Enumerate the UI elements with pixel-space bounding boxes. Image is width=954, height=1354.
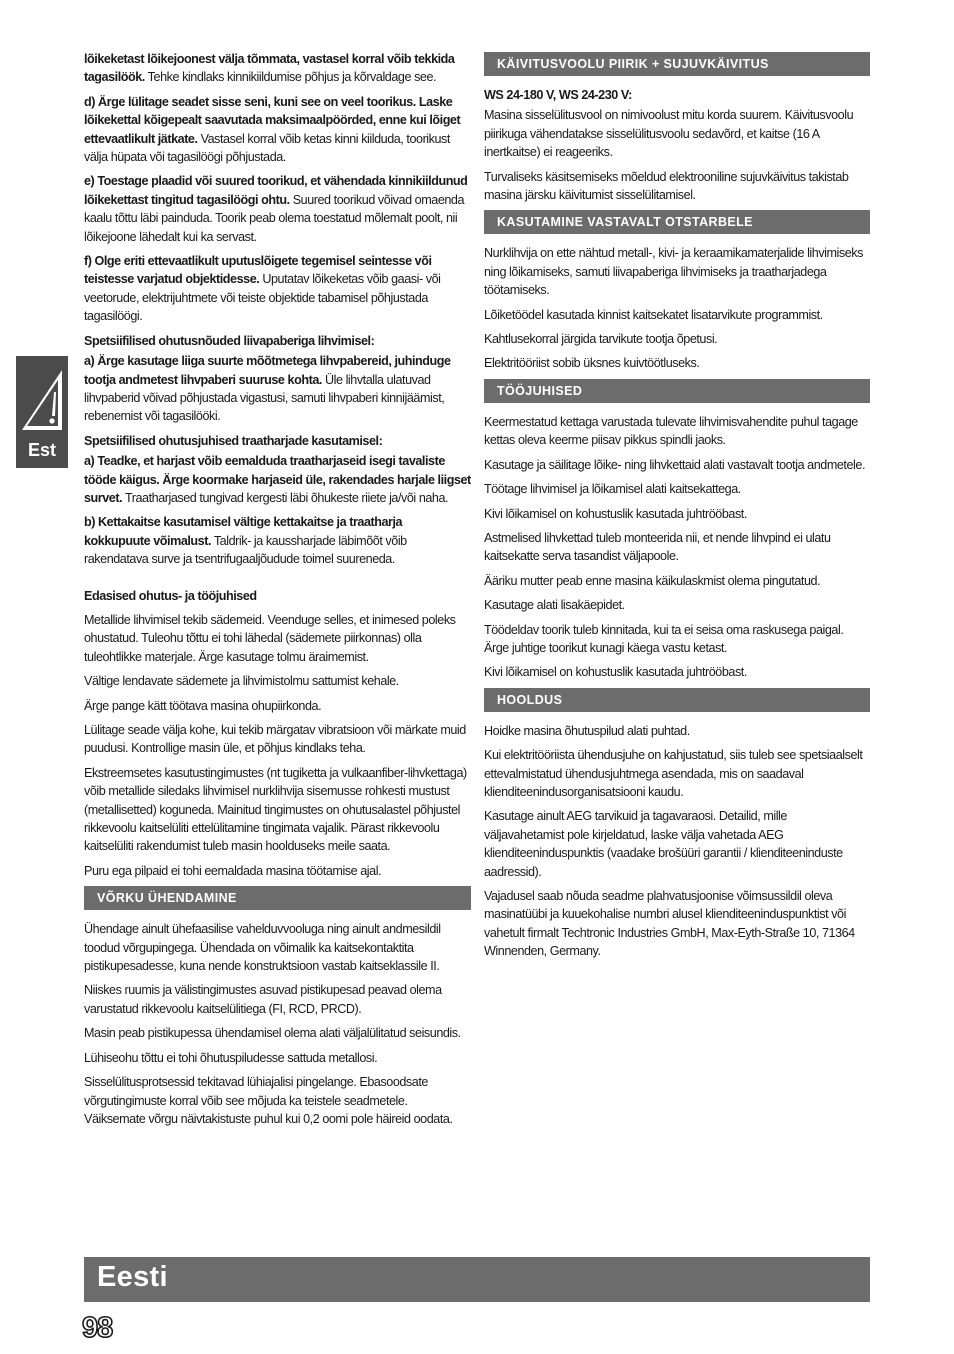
model-line: WS 24-180 V, WS 24-230 V: (484, 88, 632, 102)
paragraph: Kasutage ja säilitage lõike- ning lihvkettaid alati vastavalt tootja andmetele. (484, 457, 865, 472)
paragraph: Keermestatud kettaga varustada tulevate lihvimisvahendite puhul tagage kettas oleva keerme piisav pikkus spindli jaoks. (484, 414, 858, 448)
paragraph: Nurklihvija on ette nähtud metall-, kivi- ja keraamikamaterjalide lihvimiseks ning lõikamiseks, samuti liivapaberiga lihvimiseks ja traatharjadega töötamiseks. (484, 246, 864, 298)
paragraph: f) Olge eriti ettevaatlikult uputuslõigete tegemisel seintesse või teistesse varjatud objektidesse. Uputatav lõikeketas võib gaasi- või veetorude, elektrijuhtmete või teiste objektide tabamisel põhjustada tagasilöögi. (84, 254, 441, 324)
paragraph: e) Toestage plaadid või suured toorikud, et vähendada kinnikiildunud lõikekettast tingitud tagasilöögi ohtu. Suured toorikud võivad omaenda kaalu tõttu läbi painduda. Toorik peab olema toestatud mõlemalt poolt, nii lõikejoone lähedalt kui ka servast. (84, 174, 468, 244)
paragraph: Kui elektritööriista ühendusjuhe on kahjustatud, siis tuleb see spetsiaalselt ettevalmistatud ühendusjuhtmega asendada, mis on saadaval klienditeenindusorganisatsiooni kaudu. (484, 748, 863, 799)
paragraph: Vältige lendavate sädemete ja lihvimistolmu sattumist kehale. (84, 674, 399, 689)
subheading: Spetsiifilised ohutusjuhised traatharjade kasutamisel: (84, 433, 383, 448)
paragraph: Töötage lihvimisel ja lõikamisel alati kaitsekattega. (484, 482, 741, 497)
subheading: Edasised ohutus- ja tööjuhised (84, 588, 257, 603)
paragraph: Ärge pange kätt töötava masina ohupiirkonda. (84, 698, 322, 713)
paragraph: Sisselülitusprotsessid tekitavad lühiajalisi pingelange. Ebasoodsate võrgutingimuste korral võib see mõjuda ka teistele seadmetele. Väiksemate võrgu näivtakistuste puhul kui 0,2 oomi pole häireid oodata. (84, 1075, 453, 1126)
paragraph: Ekstreemsetes kasutustingimustes (nt tugiketta ja vulkaanfiber-lihvkettaga) võib metallide siledaks lihvimisel nurklihvija sisemusse rohkesti mustust (metallisetted) koguneda. Mainitud tingimustes on ohutusalastel põhjustel rikkevoolu kaitselüliti ettelülitamine tingimata vajalik. Pärast rikkevoolu kaitselüliti rakendumist tuleb masin hoolduseks meile saata. (84, 765, 467, 854)
section-heading-maintenance: HOOLDUS (484, 688, 870, 712)
paragraph: Lõiketöödel kasutada kinnist kaitsekatet lisatarvikute programmist. (484, 307, 823, 322)
paragraph: Masin peab pistikupessa ühendamisel olema alati väljalülitatud seisundis. (84, 1026, 461, 1041)
paragraph: Hoidke masina õhutuspilud alati puhtad. (484, 723, 690, 738)
footer-language-bar (84, 1257, 870, 1302)
paragraph: Elektritööriist sobib üksnes kuivtöötluseks. (484, 356, 700, 371)
paragraph: Vajadusel saab nõuda seadme plahvatusjoonise võimsussildil oleva masinatüübi ja kuuekohalise numbri alusel klienditeeninduspunktist või vahetult firmalt Techtronic Industries GmbH, Max-Eyth-Straße 10, 71364 Winnenden, Germany. (484, 889, 855, 959)
paragraph: d) Ärge lülitage seadet sisse seni, kuni see on veel toorikus. Laske lõikekettal kõigepealt saavutada maksimaalpöörded, enne kui lõiget ettevaatlikult jätkate. Vastasel korral võib ketas kinni kiilduda, toorikust välja hüpata või tagasilöögi põhjustada. (84, 94, 461, 165)
paragraph: Töödeldav toorik tuleb kinnitada, kui ta ei seisa oma raskusega paigal. Ärge juhtige toorikut kunagi käega vastu ketast. (484, 622, 844, 655)
paragraph: Kivi lõikamisel on kohustuslik kasutada juhtrööbast. (484, 665, 747, 680)
paragraph: Lülitage seade välja kohe, kui tekib märgatav vibratsioon või märkate muid puudusi. Kontrollige masin üle, et põhjus kindlaks teha. (84, 723, 466, 756)
paragraph: Metallide lihvimisel tekib sädemeid. Veenduge selles, et inimesed poleks ohustatud. Tuleohu tõttu ei tohi lähedal (sädemete piirkonnas) olla tuleohtlikke materjale. Ärge kasutage tolmu äraimemist. (84, 612, 456, 664)
paragraph: b) Kettakaitse kasutamisel vältige kettakaitse ja traatharja kokkupuute võimalust. Taldrik- ja kaussharjade läbimõõt võib rakendatava surve ja tsentrifugaaljõudude toimel suureneda. (84, 515, 407, 567)
paragraph: Lühiseohu tõttu ei tohi õhutuspiludesse sattuda metallosi. (84, 1050, 378, 1065)
section-heading-work-instructions: TÖÖJUHISED (484, 379, 870, 403)
paragraph: Ühendage ainult ühefaasilise vahelduvvooluga ning ainult andmesildil toodud võrgupingega. Ühendada on võimalik ka kaitsekontaktita pistikupesadesse, kuna nende konstruktsioon vastab kaitseklassile II. (84, 922, 441, 974)
section-heading-network: VÕRKU ÜHENDAMINE (84, 886, 471, 910)
language-tab (16, 356, 68, 468)
paragraph: Niiskes ruumis ja välistingimustes asuvad pistikupesad peavad olema varustatud rikkevoolu kaitselülitiega (FI, RCD, PRCD). (84, 983, 442, 1016)
warning-icon (18, 366, 66, 434)
paragraph: Astmelised lihvkettad tuleb monteerida nii, et nende lihvpind ei ulatu kaitsekatte serva tasandist väljapoole. (484, 530, 831, 564)
paragraph: Kasutage ainult AEG tarvikuid ja tagavaraosi. Detailid, mille väljavahetamist pole kirjeldatud, laske välja vahetada AEG klienditeeninduspunktis (vaadake brošüüri garantii / klienditeeninduste aadressid). (484, 809, 843, 879)
paragraph: Puru ega pilpaid ei tohi eemaldada masina töötamise ajal. (84, 863, 382, 878)
language-label: Est (27, 440, 56, 460)
footer-title: Eesti (97, 1261, 168, 1293)
right-column (484, 50, 870, 967)
paragraph: Ääriku mutter peab enne masina käikulaskmist olema pingutatud. (484, 573, 821, 588)
page-number: 98 (82, 1312, 113, 1344)
paragraph: Kivi lõikamisel on kohustuslik kasutada juhtrööbast. (484, 506, 747, 521)
paragraph: Turvaliseks käsitsemiseks mõeldud elektrooniline sujuvkäivitus takistab masina järsku käivitumist sisselülitamisel. (484, 169, 849, 203)
subheading: Spetsiifilised ohutusnõuded liivapaberiga lihvimisel: (84, 333, 375, 348)
left-column (84, 50, 471, 1134)
section-heading-start-current: KÄIVITUSVOOLU PIIRIK + SUJUVKÄIVITUS (484, 52, 870, 76)
section-heading-intended-use: KASUTAMINE VASTAVALT OTSTARBELE (484, 210, 870, 234)
paragraph: Kahtlusekorral järgida tarvikute tootja õpetusi. (484, 332, 718, 347)
paragraph: Kasutage alati lisakäepidet. (484, 598, 625, 613)
paragraph: lõikeketast lõikejoonest välja tõmmata, vastasel korral võib tekkida tagasilöök. Tehke kindlaks kinnikiildumise põhjus ja kõrvaldage see. (84, 52, 455, 85)
paragraph: Masina sisselülitusvool on nimivoolust mitu korda suurem. Käivitusvoolu piirikuga vähendatakse sisselülitusvoolu sedavõrd, et kaitse (16 A inertkaitse) ei reageeriks. (484, 108, 854, 160)
paragraph: a) Teadke, et harjast võib eemalduda traatharjaseid isegi tavaliste tööde käigus. Ärge koormake harjaseid üle, rakendades harjale liigset survet. Traatharjased tungivad kergesti läbi õhukeste riiete ja/või naha. (84, 454, 471, 505)
paragraph: a) Ärge kasutage liiga suurte mõõtmetega lihvpabereid, juhinduge tootja andmetest lihvpaberi suuruse kohta. Üle lihvtalla ulatuvad lihvpaberid võivad põhjustada vigastusi, samuti lihvpaberi kinnijäämist, rebenemist või tagasilööki. (84, 354, 451, 424)
